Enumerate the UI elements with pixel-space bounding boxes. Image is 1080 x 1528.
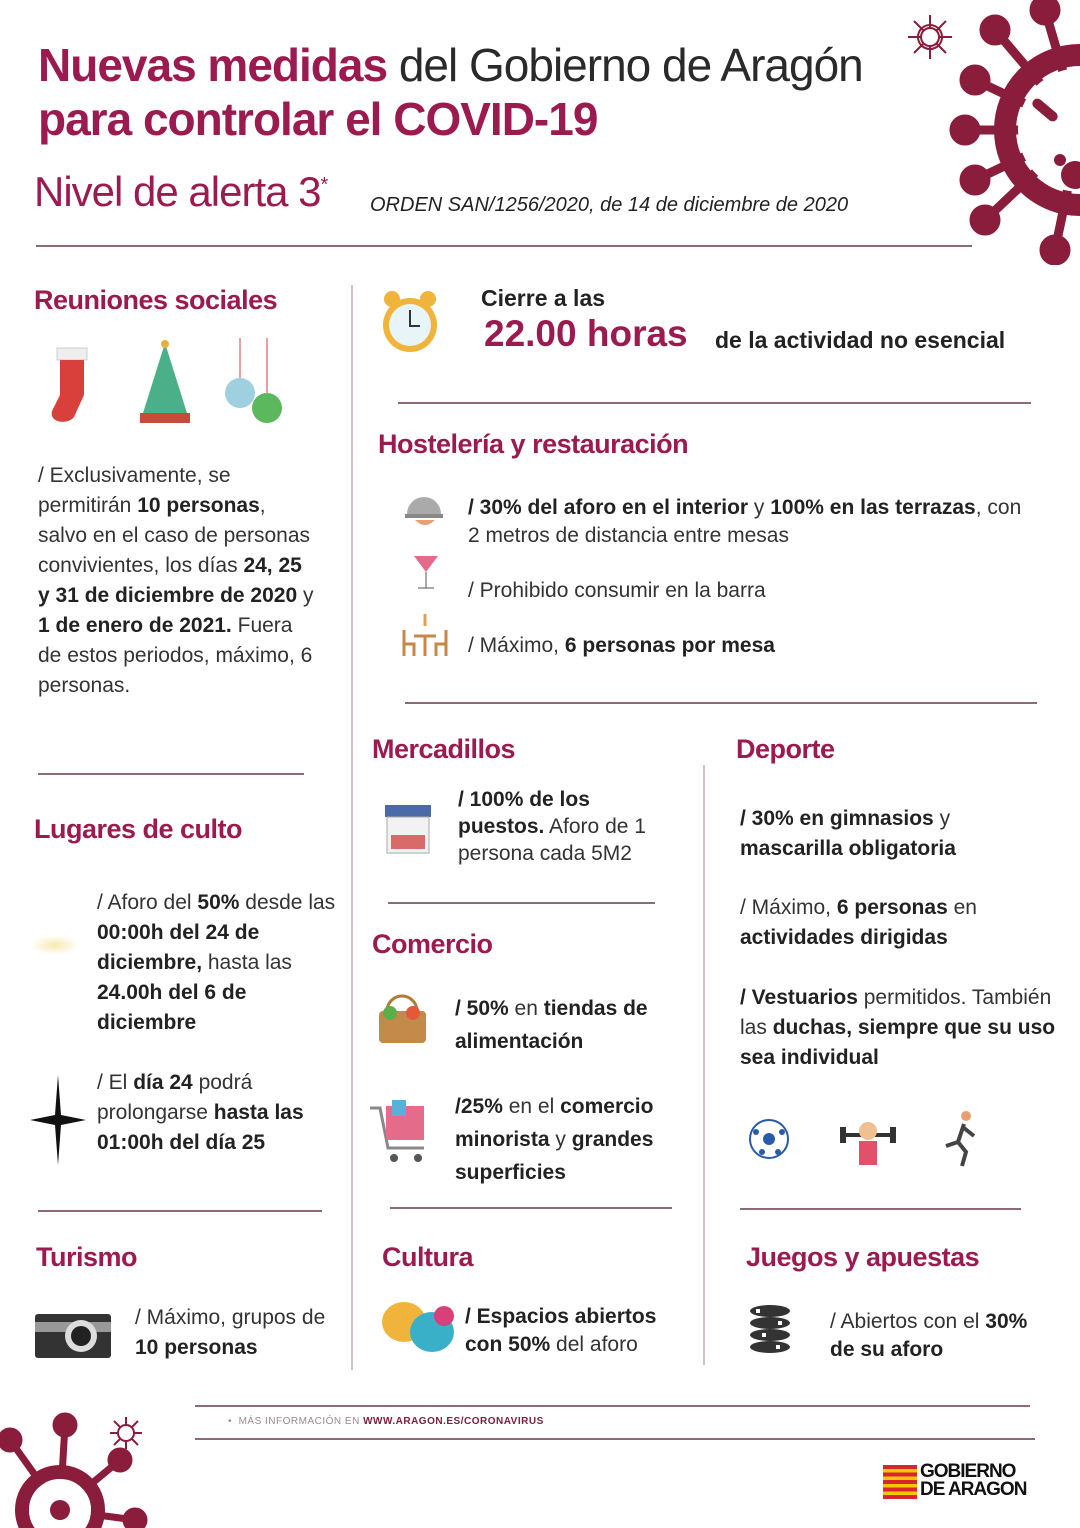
christmas-tree-icon <box>135 338 195 428</box>
cultura-text <box>465 1303 695 1359</box>
cierre-time: 22.00 horas <box>484 313 688 354</box>
alarm-clock-icon <box>380 285 440 357</box>
hosteleria-item-3 <box>468 631 775 661</box>
heading-comercio: Comercio <box>372 929 493 959</box>
column-divider <box>703 765 705 1365</box>
more-info <box>228 1416 544 1427</box>
soccer-ball-icon <box>748 1118 790 1160</box>
star-icon <box>30 1075 86 1165</box>
text-segment: / Exclusivamente, se permitirán <box>38 464 231 517</box>
gobierno-aragon-logo <box>883 1463 1035 1501</box>
runner-icon <box>940 1110 980 1170</box>
ornaments-icon <box>225 338 285 428</box>
text-segment: / Máximo, grupos de <box>135 1306 326 1329</box>
alert-footnote-mark: * <box>320 174 328 196</box>
text-segment: y <box>549 1128 572 1151</box>
more-info-label: MÁS INFORMACIÓN EN <box>238 1416 364 1427</box>
text-bold-segment: hasta las 01:00h del día 25 <box>97 1101 304 1154</box>
text-segment: del Gobierno de Aragón <box>387 39 863 91</box>
mercadillos-text <box>458 786 678 867</box>
shopping-cart-icon <box>368 1098 432 1166</box>
text-segment: / Máximo, <box>468 634 565 657</box>
text-segment: permitidos. También las <box>740 986 1052 1039</box>
deporte-item-1 <box>740 804 1040 864</box>
text-bold-segment: comercio minorista <box>455 1095 654 1151</box>
heading-lugares-de-culto: Lugares de culto <box>34 814 243 844</box>
divider <box>398 402 1031 404</box>
divider <box>36 245 972 247</box>
text-bold-segment: / Espacios abiertos con 50% <box>465 1305 657 1356</box>
hosteleria-item-2 <box>468 576 766 606</box>
page-title <box>38 38 898 146</box>
cocktail-icon <box>412 550 440 595</box>
text-bold-segment: duchas, siempre que su uso sea individual <box>740 1016 1056 1069</box>
text-bold-segment: / 50% <box>455 997 509 1020</box>
text-segment: en el <box>502 1095 561 1118</box>
sparkle-icon <box>30 935 80 955</box>
juegos-text <box>830 1308 1030 1364</box>
logo-line-2: DE ARAGON <box>920 1479 1027 1500</box>
cloche-icon <box>403 490 445 532</box>
heading-mercadillos: Mercadillos <box>372 734 516 764</box>
text-segment: y <box>748 496 771 519</box>
text-segment: del aforo <box>550 1333 638 1356</box>
more-info-link[interactable]: WWW.ARAGON.ES/CORONAVIRUS <box>363 1416 544 1427</box>
divider <box>740 1208 1021 1210</box>
text-segment: , con 2 metros de distancia entre mesas <box>468 496 1022 547</box>
text-segment: / Máximo, <box>740 896 837 919</box>
text-segment: / Aforo del <box>97 891 198 914</box>
text-segment: en <box>508 997 544 1020</box>
text-bold-segment: 1 de enero de 2021. <box>38 614 232 637</box>
divider <box>195 1438 1035 1440</box>
text-bold-segment: 10 personas <box>135 1336 258 1359</box>
heading-juegos-apuestas: Juegos y apuestas <box>746 1242 980 1272</box>
order-reference: ORDEN SAN/1256/2020, de 14 de diciembre de 2020 <box>370 194 849 216</box>
heading-turismo: Turismo <box>36 1242 138 1272</box>
heading-cultura: Cultura <box>382 1242 473 1272</box>
cierre-description: de la actividad no esencial <box>715 327 1006 353</box>
divider <box>38 773 304 775</box>
aragon-flag-icon <box>883 1465 917 1499</box>
virus-decoration-icon <box>935 0 1080 265</box>
text-segment: en <box>947 896 977 919</box>
text-bold-segment: / 30% del aforo en el interior <box>468 496 749 519</box>
comercio-item-2 <box>455 1090 695 1189</box>
text-segment: Fuera de estos periodos, máximo, 6 personas. <box>38 614 313 697</box>
heading-deporte: Deporte <box>736 734 835 764</box>
small-virus-bottom-icon <box>108 1415 144 1451</box>
text-bold-segment: 24, 25 y 31 de diciembre de 2020 <box>38 554 302 607</box>
weightlifting-icon <box>838 1115 898 1167</box>
text-bold-segment: mascarilla obligatoria <box>740 837 956 860</box>
deporte-item-2 <box>740 893 1040 953</box>
text-segment: / Prohibido consumir en la barra <box>468 579 766 602</box>
heading-hosteleria: Hostelería y restauración <box>378 429 689 459</box>
text-bold-segment: Nuevas medidas <box>38 39 388 91</box>
comercio-item-1 <box>455 992 695 1058</box>
bullet: • <box>228 1416 233 1427</box>
small-virus-icon <box>905 12 955 62</box>
text-bold-segment: 50% <box>197 891 240 914</box>
divider <box>388 902 655 904</box>
text-bold-segment: 00:00h del 24 de diciembre, <box>97 921 260 974</box>
text-segment: desde las <box>239 891 336 914</box>
column-divider <box>351 285 353 1370</box>
divider <box>390 1207 672 1209</box>
text-bold-segment: / 30% en gimnasios <box>740 807 934 830</box>
text-segment: y <box>933 807 951 830</box>
culto-text-1 <box>97 888 347 1038</box>
divider <box>38 1210 322 1212</box>
culto-text-2 <box>97 1068 347 1158</box>
cierre-label: Cierre a las <box>481 285 606 311</box>
casino-chips-icon <box>748 1303 793 1358</box>
text-segment: Aforo de 1 persona cada 5M2 <box>458 815 646 865</box>
heading-reuniones-sociales: Reuniones sociales <box>34 285 278 315</box>
text-segment: hasta las <box>202 951 292 974</box>
reuniones-text <box>38 461 318 701</box>
text-bold-segment: 10 personas <box>137 494 260 517</box>
deporte-item-3 <box>740 983 1060 1073</box>
text-bold-segment: 24.00h del 6 de diciembre <box>97 981 247 1034</box>
alert-level <box>34 168 327 216</box>
divider <box>405 702 1037 704</box>
text-bold-segment: / 100% de los puestos. <box>458 788 590 838</box>
text-segment: , salvo en el caso de personas convivientes, los días <box>38 494 311 577</box>
text-bold-segment: /25% <box>455 1095 503 1118</box>
text-bold-segment: 30% de su aforo <box>830 1310 1028 1361</box>
text-bold-segment: grandes superficies <box>455 1128 654 1184</box>
text-bold-segment: día 24 <box>133 1071 193 1094</box>
text-bold-segment: tiendas de alimentación <box>455 997 648 1053</box>
market-stall-icon <box>383 803 433 855</box>
alert-level-text: Nivel de alerta 3 <box>34 168 321 215</box>
text-segment: / El <box>97 1071 134 1094</box>
grocery-basket-icon <box>375 993 430 1045</box>
camera-icon <box>35 1308 111 1358</box>
logo-line-1: GOBIERNO <box>920 1461 1016 1482</box>
text-bold-segment: 6 personas por mesa <box>564 634 775 657</box>
text-bold-segment: para controlar el COVID-19 <box>38 93 598 145</box>
text-bold-segment: / Vestuarios <box>740 986 858 1009</box>
hosteleria-item-1 <box>468 494 1028 550</box>
text-segment: / Abiertos con el <box>830 1310 986 1333</box>
text-bold-segment: 100% en las terrazas <box>770 496 976 519</box>
table-chairs-icon <box>400 612 450 660</box>
theater-masks-icon <box>380 1300 458 1355</box>
text-segment: podrá prolongarse <box>97 1071 253 1124</box>
text-bold-segment: actividades dirigidas <box>740 926 948 949</box>
text-segment: y <box>297 584 314 607</box>
turismo-text <box>135 1303 335 1363</box>
christmas-stocking-icon <box>45 340 100 425</box>
divider <box>195 1405 1030 1407</box>
text-bold-segment: 6 personas <box>836 896 948 919</box>
